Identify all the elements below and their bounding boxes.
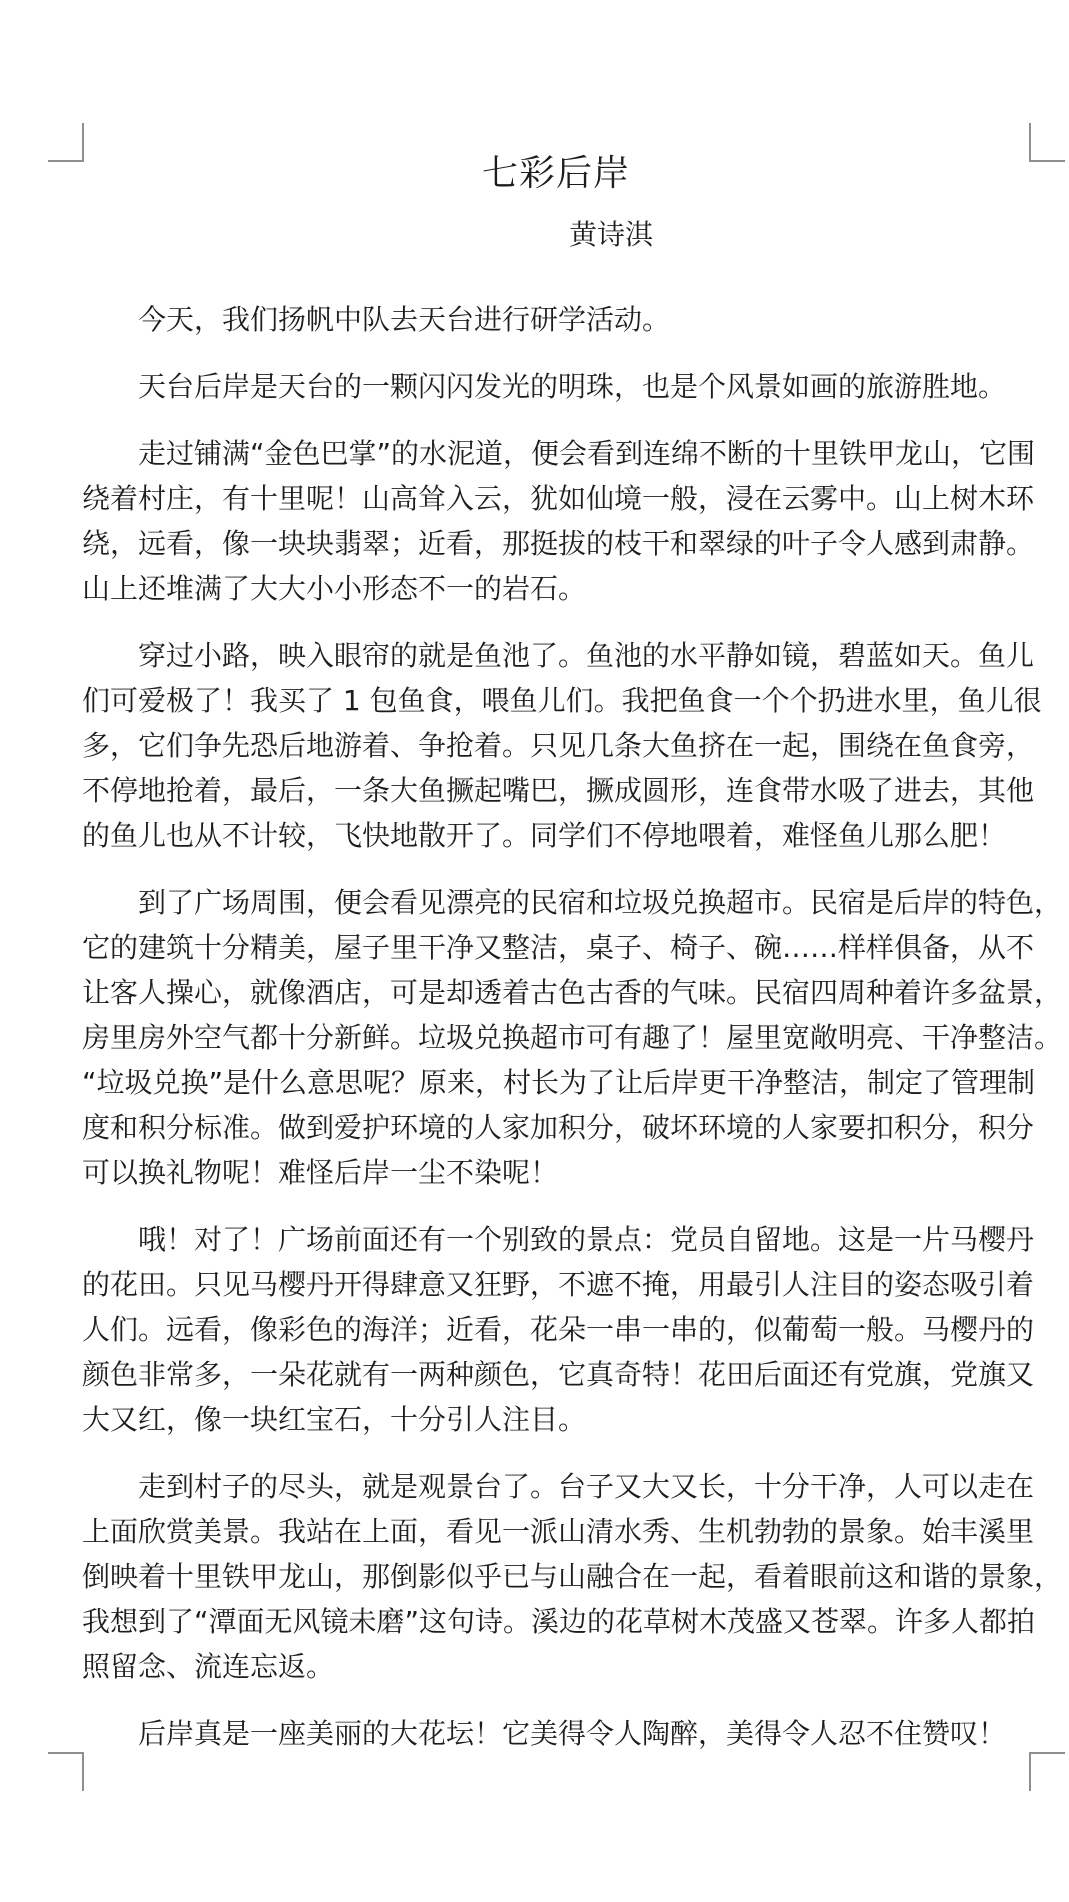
paragraph <box>82 431 1036 611</box>
text-line: 人们。远看，像彩色的海洋；近看，花朵一串一串的，似葡萄一般。马樱丹的 <box>82 1313 1035 1346</box>
crop-mark-top-left <box>48 123 84 162</box>
text-line: 度和积分标准。做到爱护环境的人家加积分，破坏环境的人家要扣积分，积分 <box>82 1111 1035 1144</box>
text-line: 后岸真是一座美丽的大花坛！它美得令人陶醉，美得令人忍不住赞叹！ <box>138 1717 1007 1750</box>
paragraph <box>82 1464 1063 1689</box>
text-line: 的鱼儿也从不计较，飞快地散开了。同学们不停地喂着，难怪鱼儿那么肥！ <box>82 819 1007 852</box>
text-line: 到了广场周围，便会看见漂亮的民宿和垃圾兑换超市。民宿是后岸的特色， <box>138 886 1063 919</box>
crop-mark-bottom-right <box>1029 1752 1065 1791</box>
crop-mark-bottom-left <box>48 1752 84 1791</box>
text-line: 上面欣赏美景。我站在上面，看见一派山清水秀、生机勃勃的景象。始丰溪里 <box>82 1515 1035 1548</box>
document-content <box>82 148 1063 1778</box>
text-line: 的花田。只见马樱丹开得肆意又狂野，不遮不掩，用最引人注目的姿态吸引着 <box>82 1268 1035 1301</box>
text-line: 颜色非常多，一朵花就有一两种颜色，它真奇特！花田后面还有党旗，党旗又 <box>82 1358 1035 1391</box>
text-line: 走到村子的尽头，就是观景台了。台子又大又长，十分干净，人可以走在 <box>138 1470 1035 1503</box>
paragraph <box>82 880 1063 1195</box>
text-line: 让客人操心，就像酒店，可是却透着古色古香的气味。民宿四周种着许多盆景， <box>82 976 1063 1009</box>
text-line: 今天，我们扬帆中队去天台进行研学活动。 <box>138 303 671 336</box>
text-line: “垃圾兑换”是什么意思呢？原来，村长为了让后岸更干净整洁，制定了管理制 <box>82 1066 1036 1099</box>
text-line: 哦！对了！广场前面还有一个别致的景点：党员自留地。这是一片马樱丹 <box>138 1223 1035 1256</box>
crop-mark-top-right <box>1029 123 1065 162</box>
page-title: 七彩后岸 <box>481 153 630 194</box>
text-line: 可以换礼物呢！难怪后岸一尘不染呢！ <box>82 1156 559 1189</box>
text-line: 照留念、流连忘返。 <box>82 1650 335 1683</box>
text-line: 走过铺满“金色巴掌”的水泥道，便会看到连绵不断的十里铁甲龙山，它围 <box>138 437 1036 470</box>
text-line: 多，它们争先恐后地游着、争抢着。只见几条大鱼挤在一起，围绕在鱼食旁， <box>82 729 1035 762</box>
document-body <box>82 297 1063 1756</box>
text-line: 山上还堆满了大大小小形态不一的岩石。 <box>82 572 587 605</box>
author: 黄诗淇 <box>568 218 653 251</box>
text-line: 房里房外空气都十分新鲜。垃圾兑换超市可有趣了！屋里宽敞明亮、干净整洁。 <box>82 1021 1063 1054</box>
paragraph <box>82 364 1030 409</box>
text-line: 大又红，像一块红宝石，十分引人注目。 <box>82 1403 587 1436</box>
text-line: 穿过小路，映入眼帘的就是鱼池了。鱼池的水平静如镜，碧蓝如天。鱼儿 <box>138 639 1035 672</box>
text-line: 不停地抢着，最后，一条大鱼撅起嘴巴，撅成圆形，连食带水吸了进去，其他 <box>82 774 1035 807</box>
paragraph <box>82 1711 1030 1756</box>
text-line: 我想到了“潭面无风镜未磨”这句诗。溪边的花草树木茂盛又苍翠。许多人都拍 <box>82 1605 1036 1638</box>
paragraph <box>82 633 1042 858</box>
text-line: 绕着村庄，有十里呢！山高耸入云，犹如仙境一般，浸在云雾中。山上树木环 <box>82 482 1035 515</box>
paragraph <box>82 1217 1035 1442</box>
text-line: 天台后岸是天台的一颗闪闪发光的明珠，也是个风景如画的旅游胜地。 <box>138 370 1007 403</box>
paragraph <box>82 297 1030 342</box>
text-line: 们可爱极了！我买了 1 包鱼食，喂鱼儿们。我把鱼食一个个扔进水里，鱼儿很 <box>82 684 1042 717</box>
text-line: 绕，远看，像一块块翡翠；近看，那挺拔的枝干和翠绿的叶子令人感到肃静。 <box>82 527 1035 560</box>
text-line: 它的建筑十分精美，屋子里干净又整洁，桌子、椅子、碗……样样俱备，从不 <box>82 931 1035 964</box>
text-line: 倒映着十里铁甲龙山，那倒影似乎已与山融合在一起，看着眼前这和谐的景象， <box>82 1560 1063 1593</box>
